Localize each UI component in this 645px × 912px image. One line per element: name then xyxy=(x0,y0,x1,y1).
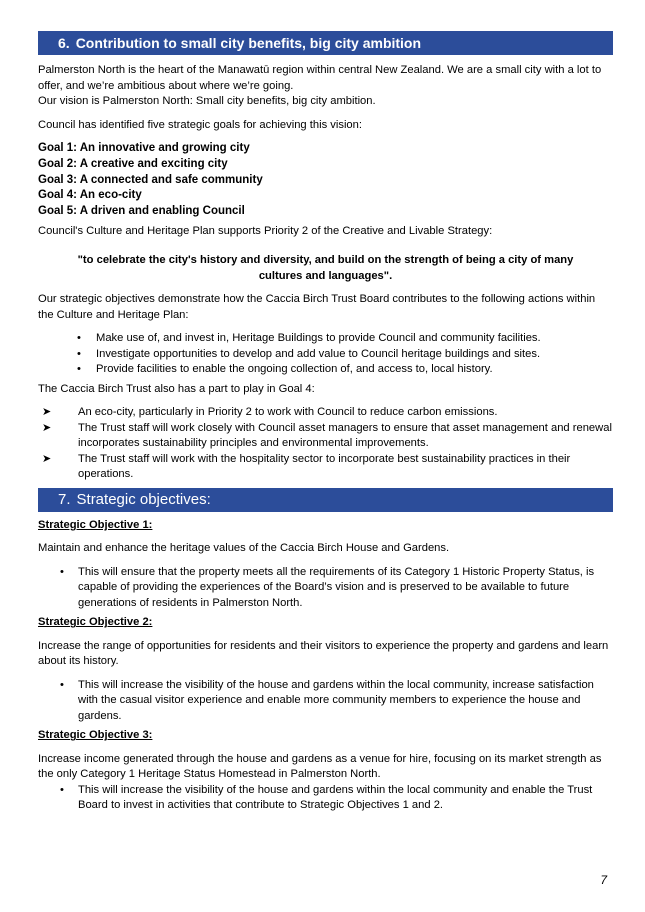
list-item-text: The Trust staff will work with the hospitality sector to incorporate best sustainability practices in their operations. xyxy=(78,452,571,481)
arrow-bullet-icon: ➤ xyxy=(42,452,52,465)
actions-list xyxy=(38,331,613,378)
intro-paragraph: Palmerston North is the heart of the Manawatū region within central New Zealand. We are a small city with a lot to offer, and we’re ambitious about where we’re going. xyxy=(38,64,602,92)
objective-heading: Strategic Objective 2: xyxy=(38,616,153,629)
list-item xyxy=(38,452,613,483)
section-number: 7. xyxy=(58,490,71,508)
objective-text: Maintain and enhance the heritage values of the Caccia Birch House and Gardens. xyxy=(38,542,450,555)
goals-intro: Council has identified five strategic goals for achieving this vision: xyxy=(38,118,362,131)
page-number: 7 xyxy=(600,873,607,887)
vision-paragraph: Our vision is Palmerston North: Small city benefits, big city ambition. xyxy=(38,95,376,107)
list-item: • Make use of, and invest in, Heritage Buildings to provide Council and community facilities. xyxy=(38,331,613,347)
list-item xyxy=(38,405,613,421)
objective-bullets xyxy=(38,565,613,612)
list-item: • Provide facilities to enable the ongoing collection of, and access to, local history. xyxy=(38,362,613,378)
plan-quote: "to celebrate the city's history and diversity, and build on the strength of being a city of many cultures and languages". xyxy=(77,254,574,282)
list-item xyxy=(38,421,613,452)
list-item-text: The Trust staff will work closely with Council asset managers to ensure that asset management and renewal incorporates sustainability principles and environmental improvements. xyxy=(78,421,612,450)
arrow-bullet-icon: ➤ xyxy=(42,406,52,419)
list-item: • Investigate opportunities to develop and add value to Council heritage buildings and sites. xyxy=(38,347,613,363)
section-title: Strategic objectives: xyxy=(76,490,211,508)
list-item: • This will increase the visibility of the house and gardens within the local community and enable the Trust Board to invest in activities that contribute to Strategic Objectives 1 and 2. xyxy=(38,783,613,814)
goal4-list xyxy=(38,405,613,483)
goal4-paragraph: The Caccia Birch Trust also has a part to play in Goal 4: xyxy=(38,382,315,395)
objective-heading: Strategic Objective 1: xyxy=(38,518,153,531)
goals-list xyxy=(38,141,613,220)
objectives-paragraph: Our strategic objectives demonstrate how the Caccia Birch Trust Board contributes to the following actions within the Culture and Heritage Plan: xyxy=(38,293,596,321)
goal-item: Goal 2: A creative and exciting city xyxy=(38,157,228,170)
document-page xyxy=(38,31,613,814)
goal-item: Goal 4: An eco-city xyxy=(38,189,142,202)
goal-item: Goal 5: A driven and enabling Council xyxy=(38,205,245,218)
list-item: • This will increase the visibility of the house and gardens within the local community, increase satisfaction with the casual visitor experience and enable more community members to experience the house and gardens. xyxy=(38,678,613,725)
list-item-text: An eco-city, particularly in Priority 2 to work with Council to reduce carbon emissions. xyxy=(78,406,498,419)
section-7-heading xyxy=(38,488,613,512)
goal-item: Goal 1: An innovative and growing city xyxy=(38,142,250,154)
arrow-bullet-icon: ➤ xyxy=(42,421,52,434)
objective-bullets xyxy=(38,783,613,814)
objective-bullets xyxy=(38,678,613,725)
objective-heading: Strategic Objective 3: xyxy=(38,729,153,742)
section-6-heading xyxy=(38,31,613,55)
section-title: Contribution to small city benefits, big city ambition xyxy=(75,35,422,51)
objective-text: Increase the range of opportunities for residents and their visitors to experience the property and gardens and learn about its history. xyxy=(38,639,609,668)
list-item: • This will ensure that the property meets all the requirements of its Category 1 Historic Property Status, is capable of providing the experiences of the Board’s vision and is preserved to be available to future generations of residents in Palmerston North. xyxy=(38,565,613,612)
plan-paragraph: Council's Culture and Heritage Plan supports Priority 2 of the Creative and Livable Strategy: xyxy=(38,224,493,237)
objective-text: Increase income generated through the house and gardens as a venue for hire, focusing on its market strength as the only Category 1 Heritage Status Homestead in Palmerston North. xyxy=(38,752,602,781)
goal-item: Goal 3: A connected and safe community xyxy=(38,173,263,186)
section-number: 6. xyxy=(58,35,70,51)
